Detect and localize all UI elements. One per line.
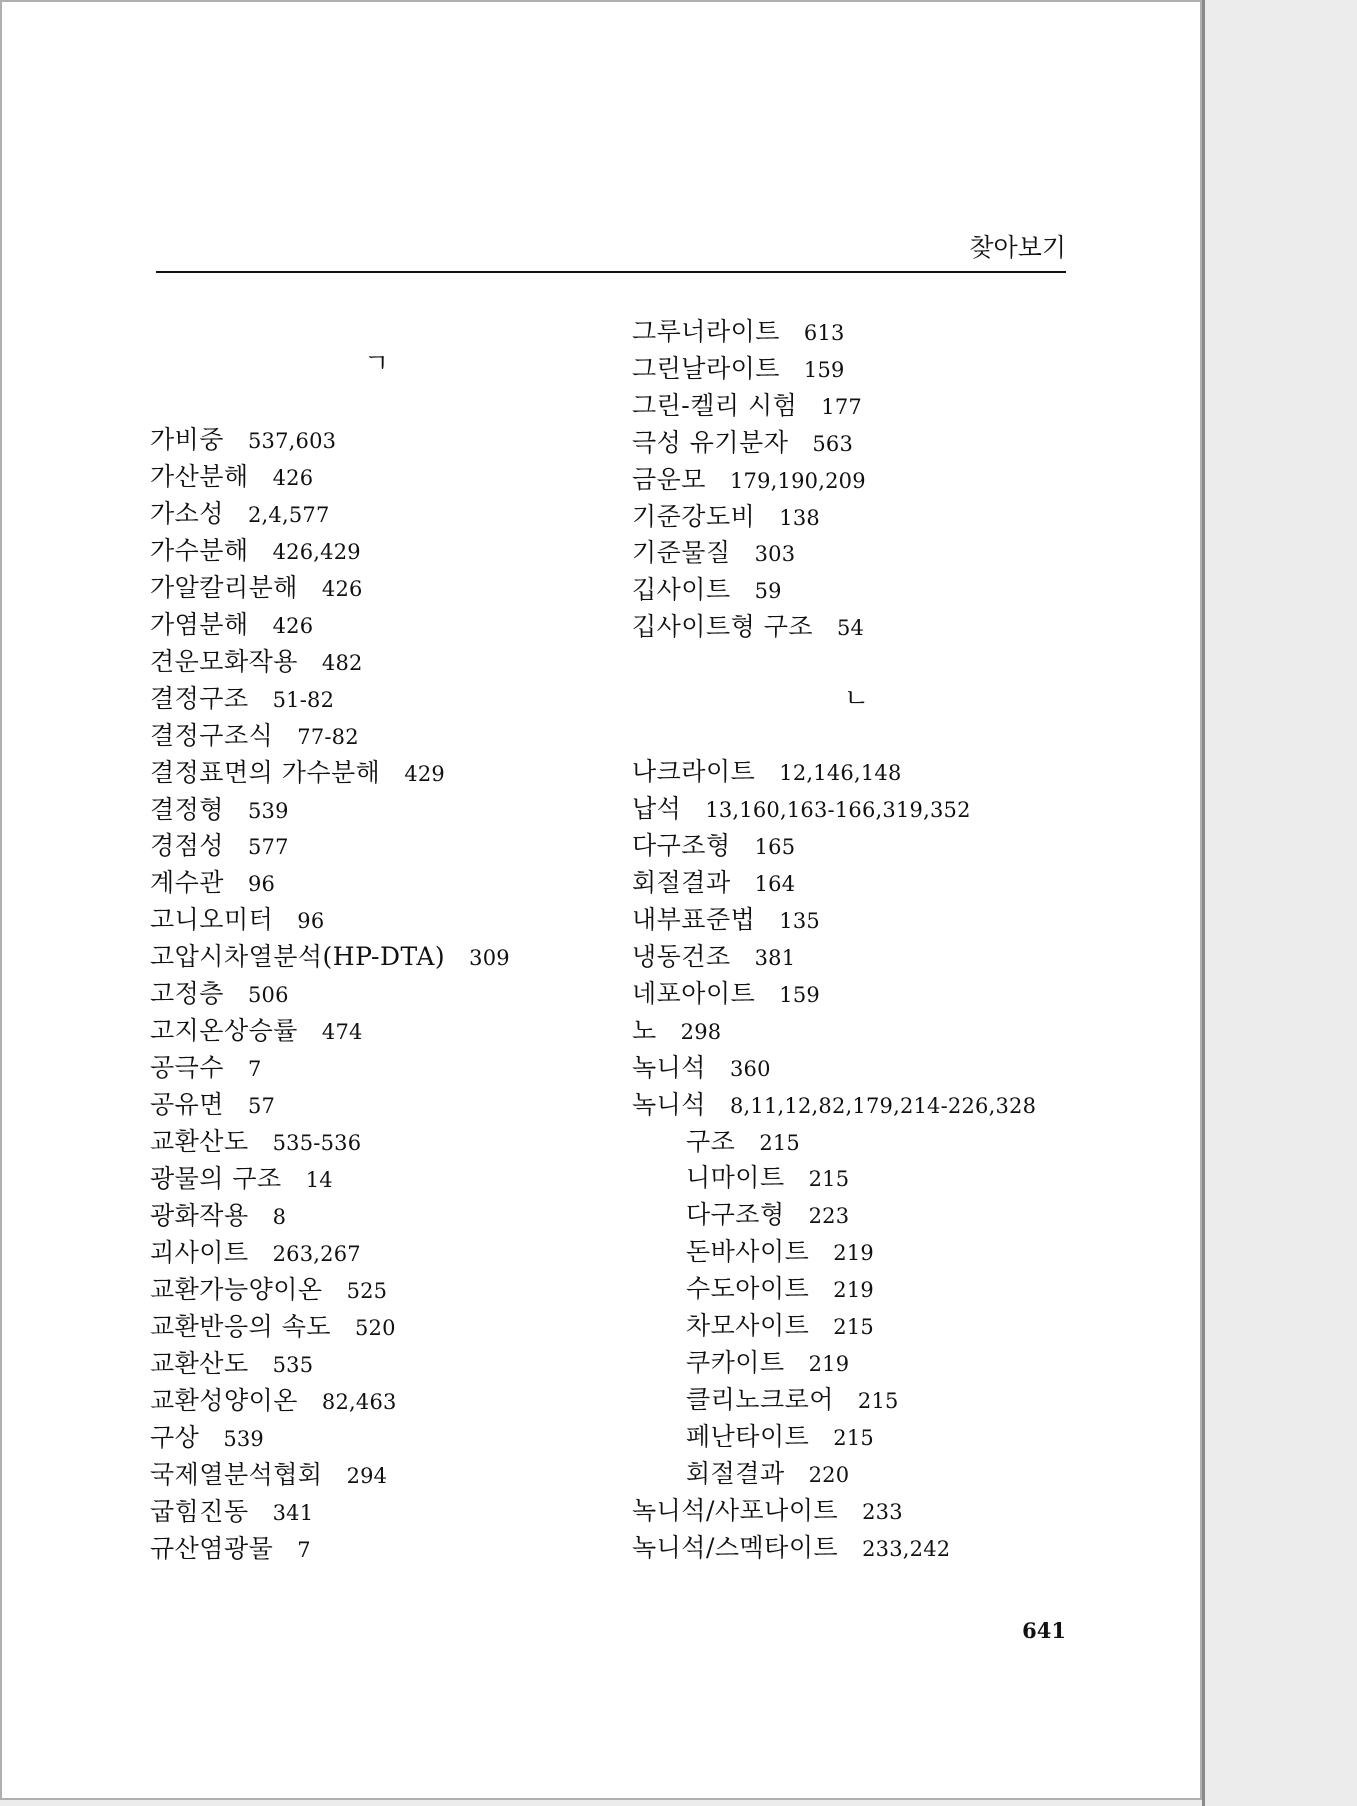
index-entry: [632, 386, 862, 422]
index-term: 고정층: [150, 979, 224, 1009]
index-pages: 177: [821, 394, 862, 419]
index-term: 네포아이트: [632, 978, 756, 1008]
index-entry: [632, 974, 820, 1010]
index-entry: [632, 570, 782, 606]
index-pages: 539: [247, 798, 289, 823]
index-pages: 59: [754, 579, 782, 604]
index-entry: [686, 1417, 874, 1453]
index-entry: [632, 937, 795, 973]
index-term: 쿠카이트: [686, 1348, 785, 1378]
index-pages: 57: [247, 1094, 276, 1119]
index-term: 나크라이트: [632, 757, 756, 786]
index-entry: [150, 605, 313, 641]
index-pages: 12,146,148: [779, 761, 902, 785]
index-pages: 223: [808, 1204, 850, 1229]
index-term: 국제열분석협회: [150, 1459, 323, 1489]
index-pages: 138: [779, 505, 820, 530]
index-pages: 429: [404, 761, 445, 786]
index-pages: 341: [272, 1500, 314, 1525]
index-term: 교환산도: [150, 1348, 249, 1378]
index-pages: 215: [833, 1426, 874, 1451]
index-entry: [150, 1159, 333, 1195]
index-term: 다구조형: [686, 1200, 785, 1230]
index-pages: 506: [247, 983, 289, 1008]
index-pages: 215: [808, 1167, 850, 1192]
index-pages: 82,463: [321, 1389, 397, 1414]
index-entry: [632, 789, 971, 825]
index-entry: [686, 1232, 874, 1268]
index-entry: [150, 1307, 396, 1343]
index-pages: 2,4,577: [247, 502, 330, 527]
index-entry: [150, 1011, 363, 1047]
index-entry: [632, 607, 864, 643]
index-term: 광물의 구조: [150, 1164, 282, 1193]
index-term: 깁사이트형 구조: [632, 612, 813, 642]
index-entry: [150, 1085, 275, 1121]
index-pages: 535-536: [272, 1131, 362, 1156]
index-term: 극성 유기분자: [632, 427, 789, 457]
index-entry: [632, 533, 795, 569]
index-entry: [632, 349, 845, 385]
index-pages: 426: [272, 465, 314, 490]
section-letter-nieun: ㄴ: [844, 684, 870, 714]
index-pages: 537,603: [247, 429, 337, 453]
index-term: 교환성양이온: [150, 1385, 298, 1415]
index-term: 그린-켈리 시험: [632, 390, 798, 420]
index-pages: 8,11,12,82,179,214-226,328: [729, 1093, 1037, 1118]
index-term: 결정구조식: [150, 720, 274, 750]
index-term: 차모사이트: [686, 1311, 810, 1341]
index-entry: [150, 1196, 286, 1232]
index-term: 금운모: [632, 464, 706, 494]
index-term: 기준강도비: [632, 501, 756, 531]
index-pages: 535: [272, 1352, 314, 1377]
index-term: 결정표면의 가수분해: [150, 757, 381, 787]
index-pages: 539: [223, 1426, 264, 1451]
index-pages: 215: [833, 1315, 874, 1340]
index-pages: 294: [346, 1463, 388, 1488]
index-entry: [686, 1122, 800, 1158]
index-term: 녹니석/스멕타이트: [632, 1532, 839, 1562]
index-pages: 263,267: [272, 1241, 361, 1266]
index-pages: 96: [297, 909, 325, 934]
index-term: 공유면: [150, 1090, 224, 1120]
index-entry: [686, 1195, 849, 1231]
section-letter-giyeok: ㄱ: [364, 349, 390, 379]
index-term: 교환산도: [150, 1127, 249, 1157]
index-pages: 135: [779, 908, 820, 933]
index-term: 가소성: [150, 498, 224, 528]
index-entry: [632, 863, 795, 899]
index-pages: 219: [808, 1352, 850, 1377]
index-term: 규산염광물: [150, 1533, 274, 1563]
index-entry: [150, 494, 330, 530]
index-entry: [150, 679, 334, 715]
index-pages: 474: [321, 1020, 363, 1045]
index-pages: 215: [759, 1130, 800, 1155]
index-pages: 164: [754, 871, 796, 896]
index-pages: 219: [833, 1241, 874, 1266]
index-entry: [632, 460, 866, 496]
index-term: 내부표준법: [632, 904, 756, 934]
index-term: 구조: [686, 1126, 736, 1156]
index-term: 교환가능양이온: [150, 1274, 323, 1304]
index-entry: [150, 826, 289, 862]
index-entry: [150, 937, 510, 973]
index-entry: [150, 457, 313, 493]
index-entry: [150, 974, 289, 1010]
index-entry: [632, 1011, 721, 1047]
index-term: 깁사이트: [632, 575, 731, 605]
index-entry: [632, 312, 845, 348]
index-pages: 360: [729, 1056, 771, 1081]
index-term: 고압시차열분석(HP-DTA): [150, 942, 446, 972]
index-term: 광화작용: [150, 1200, 249, 1230]
index-pages: 563: [812, 431, 854, 456]
index-term: 견운모화작용: [150, 646, 298, 676]
index-pages: 303: [754, 542, 796, 567]
index-pages: 525: [346, 1278, 388, 1303]
index-entry: [632, 423, 853, 459]
index-term: 수도아이트: [686, 1274, 810, 1304]
index-entry: [686, 1269, 874, 1305]
index-entry: [632, 1085, 1036, 1121]
index-entry: [150, 1122, 361, 1158]
index-term: 결정구조: [150, 683, 249, 713]
index-pages: 233,242: [862, 1536, 951, 1561]
index-term: 가염분해: [150, 609, 249, 639]
index-entry: [150, 1270, 387, 1306]
index-term: 페난타이트: [686, 1422, 810, 1452]
index-term: 가산분해: [150, 461, 249, 491]
index-entry: [686, 1306, 874, 1342]
index-pages: 219: [833, 1278, 874, 1303]
index-entry: [150, 1529, 311, 1565]
index-pages: 8: [272, 1204, 287, 1229]
index-pages: 215: [857, 1389, 899, 1414]
index-term: 니마이트: [686, 1163, 785, 1193]
index-pages: 220: [808, 1463, 850, 1488]
index-pages: 77-82: [297, 724, 359, 749]
index-pages: 159: [779, 982, 820, 1007]
index-entry: [150, 1233, 361, 1269]
index-entry: [632, 900, 820, 936]
index-pages: 7: [297, 1537, 311, 1562]
index-term: 가비중: [150, 425, 224, 454]
header-rule: [156, 271, 1066, 273]
index-term: 노: [632, 1015, 657, 1045]
index-entry: [150, 790, 289, 826]
index-entry: [150, 1381, 397, 1417]
index-pages: 426: [321, 576, 363, 601]
index-entry: [150, 716, 359, 752]
index-entry: [150, 420, 336, 456]
index-entry: [150, 753, 445, 789]
index-term: 납석: [632, 793, 682, 823]
index-pages: 7: [247, 1057, 262, 1082]
index-pages: 520: [355, 1315, 396, 1340]
index-term: 굽힘진동: [150, 1496, 249, 1526]
index-pages: 426,429: [272, 539, 361, 564]
index-term: 그린날라이트: [632, 353, 780, 383]
index-entry: [632, 752, 902, 788]
index-term: 클리노크로어: [686, 1385, 834, 1415]
index-pages: 159: [803, 357, 845, 382]
index-pages: 51-82: [272, 687, 335, 712]
index-term: 고지온상승률: [150, 1016, 298, 1046]
index-entry: [632, 826, 795, 862]
index-pages: 298: [680, 1019, 722, 1044]
index-entry: [150, 863, 275, 899]
index-entry: [632, 1528, 950, 1564]
index-term: 돈바사이트: [686, 1237, 810, 1267]
index-pages: 233: [862, 1500, 903, 1524]
index-entry: [150, 1455, 387, 1491]
index-term: 괴사이트: [150, 1237, 249, 1267]
index-pages: 577: [247, 835, 289, 860]
index-pages: 179,190,209: [729, 468, 866, 493]
page-edge-shadow: [1202, 0, 1205, 1806]
index-entry: [686, 1380, 899, 1416]
index-entry: [150, 1492, 313, 1528]
index-entry: [686, 1158, 849, 1194]
running-header-title: 찾아보기: [969, 233, 1066, 262]
page-number: 641: [1022, 1618, 1066, 1643]
index-entry: [632, 1491, 903, 1527]
index-term: 다구조형: [632, 830, 731, 860]
index-entry: [150, 642, 363, 678]
index-pages: 482: [321, 650, 363, 675]
index-term: 공극수: [150, 1053, 224, 1083]
index-term: 회절결과: [686, 1459, 785, 1489]
index-term: 경점성: [150, 831, 224, 861]
index-entry: [150, 1048, 262, 1084]
index-term: 교환반응의 속도: [150, 1311, 331, 1341]
index-pages: 426: [272, 613, 314, 638]
index-pages: 96: [247, 872, 276, 897]
index-entry: [686, 1454, 849, 1490]
index-pages: 165: [754, 834, 796, 859]
index-term: 그루너라이트: [632, 317, 780, 346]
index-pages: 13,160,163-166,319,352: [705, 797, 971, 822]
index-pages: 54: [837, 616, 865, 641]
index-term: 가알칼리분해: [150, 572, 298, 602]
index-entry: [632, 1048, 771, 1084]
index-term: 고니오미터: [150, 905, 274, 935]
index-term: 기준물질: [632, 538, 731, 568]
index-term: 결정형: [150, 794, 224, 824]
index-term: 계수관: [150, 868, 224, 898]
index-entry: [150, 568, 363, 604]
index-term: 녹니석: [632, 1089, 706, 1119]
index-entry: [632, 497, 820, 533]
index-term: 구상: [150, 1422, 200, 1452]
index-entry: [686, 1343, 849, 1379]
index-term: 녹니석: [632, 1052, 706, 1082]
index-term: 가수분해: [150, 535, 249, 565]
index-pages: 309: [469, 946, 510, 971]
index-entry: [150, 531, 361, 567]
index-term: 회절결과: [632, 867, 731, 897]
index-pages: 14: [305, 1168, 333, 1192]
index-term: 녹니석/사포나이트: [632, 1496, 839, 1525]
index-pages: 613: [803, 321, 845, 345]
index-entry: [150, 1418, 264, 1454]
index-term: 냉동건조: [632, 941, 731, 971]
index-entry: [150, 1344, 313, 1380]
index-entry: [150, 900, 324, 936]
index-pages: 381: [754, 945, 796, 970]
